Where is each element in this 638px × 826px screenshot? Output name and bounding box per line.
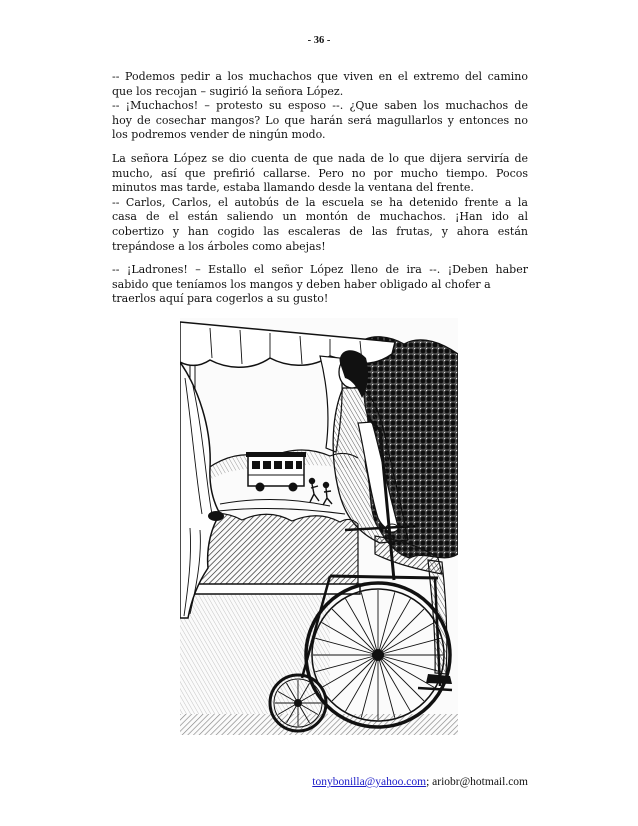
paragraph [112, 263, 528, 307]
paragraph-gap [112, 143, 528, 152]
text-line: La señora López se dio cuenta de que nada de lo que dijera serviría de [112, 151, 528, 165]
caster-wheel [270, 675, 326, 731]
wheelchair-seat [330, 576, 438, 578]
text-line: hoy de cosechar mangos? Lo que harán será magullarlos y entonces no [112, 113, 528, 127]
window-sill [192, 584, 360, 594]
illustration-svg [180, 318, 458, 735]
text-line: minutos mas tarde, estaba llamando desde la ventana del frente. [112, 181, 474, 195]
curtain-tieback [208, 511, 224, 521]
paragraph [112, 196, 528, 254]
bus-roof [246, 452, 306, 457]
bus-window [274, 461, 282, 469]
caster-wheel-hub [294, 699, 302, 707]
text-line: sabido que teníamos los mangos y deben haber obligado al chofer a [112, 277, 491, 291]
page-number: - 36 - [307, 35, 331, 46]
paragraph-gap [112, 254, 528, 263]
paragraph [112, 70, 528, 99]
text-line: -- Carlos, Carlos, el autobús de la escuela se ha detenido frente a la [112, 195, 528, 209]
paragraph [112, 99, 528, 143]
bus-wheel [256, 483, 265, 492]
footer-email-text: ; ariobr@hotmail.com [426, 776, 528, 788]
child-head [324, 483, 329, 488]
text-line: que los recojan – sugirió la señora López. [112, 84, 344, 98]
text-line: los podremos vender de ningún modo. [112, 128, 326, 142]
text-line: traerlos aquí para cogerlos a su gusto! [112, 292, 329, 306]
man-in-wheelchair-at-window-illustration [180, 318, 458, 735]
bus-window [296, 461, 302, 469]
footer-contacts [312, 776, 528, 788]
big-wheel [306, 583, 450, 727]
bus-window [252, 461, 260, 469]
text-line: cobertizo y han cogido las escaleras de las frutas, y ahora están [112, 224, 528, 238]
text-line: -- ¡Ladrones! – Estallo el señor López lleno de ira --. ¡Deben haber [112, 263, 528, 277]
bus-window [285, 461, 293, 469]
footer-email-link[interactable]: tonybonilla@yahoo.com [312, 776, 427, 788]
bus-window [263, 461, 271, 469]
text-line: mucho, así que prefirió callarse. Pero no por mucho tiempo. Pocos [112, 166, 528, 180]
bus-wheel [289, 483, 298, 492]
school-bus [246, 452, 306, 492]
big-wheel-hub [372, 649, 384, 661]
paragraph [112, 152, 528, 196]
text-line: -- Podemos pedir a los muchachos que viven en el extremo del camino [112, 70, 528, 83]
text-line: trepándose a los árboles como abejas! [112, 239, 326, 253]
child-head [310, 479, 315, 484]
body-text [112, 70, 528, 307]
bus-body [248, 456, 304, 486]
text-line: -- ¡Muchachos! – protesto su esposo --. ¿Que saben los muchachos de [112, 99, 528, 113]
text-line: casa de el están saliendo un montón de muchachos. ¡Han ido al [112, 210, 528, 224]
